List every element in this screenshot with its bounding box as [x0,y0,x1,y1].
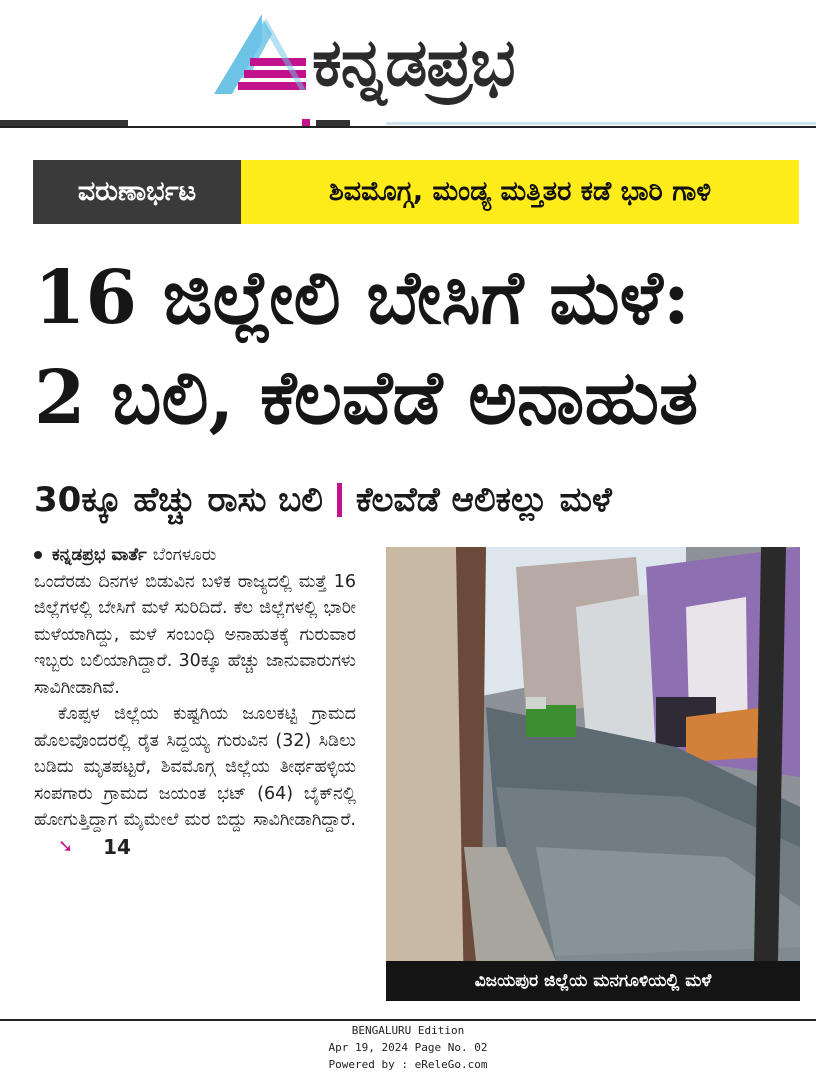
article-paragraph-2 [34,701,356,860]
masthead [0,0,816,126]
jump-page-number: 14 [103,834,131,859]
subhead-left: 30ಕ್ಕೂ ಹೆಚ್ಚು ರಾಸು ಬಲಿ [34,480,323,520]
byline-source: ಕನ್ನಡಪ್ರಭ ವಾರ್ತೆ [52,545,147,565]
bullet-icon [34,551,42,559]
photo-caption: ವಿಜಯಪುರ ಜಿಲ್ಲೆಯ ಮನಗೂಳಿಯಲ್ಲಿ ಮಳೆ [386,961,800,1001]
kicker-text: ಶಿವಮೊಗ್ಗ, ಮಂಡ್ಯ ಮತ್ತಿತರ ಕಡೆ ಭಾರಿ ಗಾಳಿ [241,160,799,224]
footer-divider [0,1019,816,1021]
subhead-separator [337,483,342,517]
flooded-street-image [386,547,800,1001]
byline [34,542,356,569]
subhead [34,474,804,526]
article-paragraph-2-text: ಕೊಪ್ಪಳ ಜಿಲ್ಲೆಯ ಕುಷ್ಟಗಿಯ ಜೂಲಕಟ್ಟಿ ಗ್ರಾಮದ ಹೊಲವೊಂದರಲ್ಲಿ ರೈತ ಸಿದ್ದಯ್ಯ ಗುರುವಿನ (32) ಸಿಡಿಲು ಬಡಿದು ಮೃತಪಟ್ಟರೆ, ಶಿವಮೊಗ್ಗ ಜಿಲ್ಲೆಯ ತೀರ್ಥಹಳ್ಳಿಯ ಸಂಪಗಾರು ಗ್ರಾಮದ ಜಯಂತ ಭಟ್ (64) ಬೈಕ್‌ನಲ್ಲಿ ಹೋಗುತ್ತಿದ್ದಾಗ ಮೈಮೇಲೆ ಮರ ಬಿದ್ದು ಸಾವಿಗೀಡಾಗಿದ್ದಾರೆ. [34,704,356,830]
footer-powered-by[interactable]: Powered by : eReleGo.com [328,1058,488,1071]
arrow-down-right-icon: ➘ [58,835,74,857]
headline [34,248,804,448]
masthead-title: ಕನ್ನಡಪ್ರಭ [312,24,515,101]
headline-line-1: 16 ಜಿಲ್ಲೇಲಿ ಬೇಸಿಗೆ ಮಳೆ: [34,255,691,341]
subhead-right: ಕೆಲವೆಡೆ ಆಲಿಕಲ್ಲು ಮಳೆ [355,480,612,520]
kannadaprabha-logo-icon [214,14,310,100]
edition-footer [0,1022,816,1073]
kicker-banner [33,160,799,224]
previous-column-fragment [0,118,816,126]
footer-date-page: Apr 19, 2024 Page No. 02 [328,1041,488,1054]
headline-line-2: 2 ಬಲಿ, ಕೆಲವೆಡೆ ಅನಾಹುತ [34,355,699,441]
news-photo [386,547,800,1001]
footer-edition: BENGALURU Edition [351,1024,465,1037]
article-body [34,542,356,860]
byline-place: ಬೆಂಗಳೂರು [152,545,217,565]
kicker-label: ವರುಣಾರ್ಭಟ [33,160,241,224]
article-paragraph-1: ಒಂದೆರಡು ದಿನಗಳ ಬಿಡುವಿನ ಬಳಿಕ ರಾಜ್ಯದಲ್ಲಿ ಮತ್ತೆ 16 ಜಿಲ್ಲೆಗಳಲ್ಲಿ ಬೇಸಿಗೆ ಮಳೆ ಸುರಿದಿದೆ. ಕೆಲ ಜಿಲ್ಲೆಗಳಲ್ಲಿ ಭಾರೀ ಮಳೆಯಾಗಿದ್ದು, ಮಳೆ ಸಂಬಂಧಿ ಅನಾಹುತಕ್ಕೆ ಗುರುವಾರ ಇಬ್ಬರು ಬಲಿಯಾಗಿದ್ದಾರೆ. 30ಕ್ಕೂ ಹೆಚ್ಚು ಜಾನುವಾರುಗಳು ಸಾವಿಗೀಡಾಗಿವೆ. [34,571,356,698]
masthead-divider [0,126,816,128]
continued-on-page[interactable] [34,834,131,861]
